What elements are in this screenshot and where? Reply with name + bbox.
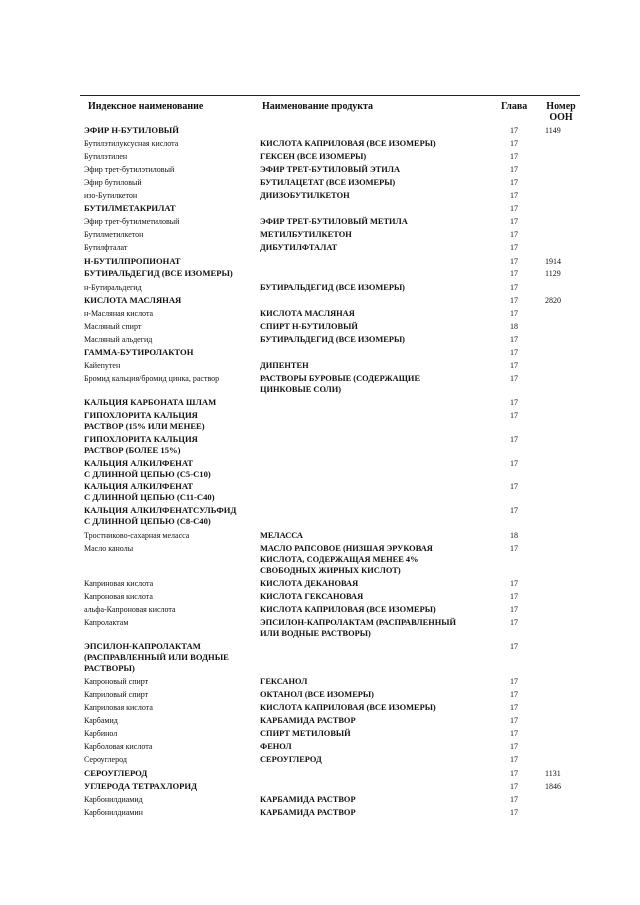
index-name-cell: н-Бутиральдегид <box>84 283 142 292</box>
index-name-cell: Тростниково-сахарная меласса <box>84 531 190 540</box>
index-name-cell: ГИПОХЛОРИТА КАЛЬЦИЯ РАСТВОР (15% ИЛИ МЕНЕЕ) <box>84 410 205 431</box>
chapter-cell: 17 <box>510 152 518 161</box>
index-name-cell: КАЛЬЦИЯ АЛКИЛФЕНАТ С ДЛИННОЙ ЦЕПЬЮ (С5-С10) <box>84 458 211 479</box>
product-name-cell: КИСЛОТА ГЕКСАНОВАЯ <box>260 592 364 601</box>
product-name-cell: БУТИЛАЦЕТАТ (ВСЕ ИЗОМЕРЫ) <box>260 178 396 187</box>
product-name-cell: КАРБАМИДА РАСТВОР <box>260 716 356 725</box>
chapter-cell: 17 <box>510 729 518 738</box>
chapter-cell: 17 <box>510 398 518 407</box>
chapter-cell: 17 <box>510 243 518 252</box>
un-number-cell: 1846 <box>545 782 561 791</box>
index-name-cell: Карбонилдиамид <box>84 795 143 804</box>
chapter-cell: 17 <box>510 716 518 725</box>
chapter-cell: 17 <box>510 795 518 804</box>
index-name-cell: Каприновая кислота <box>84 579 154 588</box>
index-name-cell: Каприловая кислота <box>84 703 153 712</box>
product-name-cell: КИСЛОТА КАПРИЛОВАЯ (ВСЕ ИЗОМЕРЫ) <box>260 703 436 712</box>
chapter-cell: 18 <box>510 322 518 331</box>
product-name-cell: КИСЛОТА КАПРИЛОВАЯ (ВСЕ ИЗОМЕРЫ) <box>260 605 436 614</box>
index-name-cell: ЭПСИЛОН-КАПРОЛАКТАМ (РАСПРАВЛЕННЫЙ ИЛИ ВОДНЫЕ РАСТВОРЫ) <box>84 641 229 673</box>
chapter-cell: 17 <box>510 690 518 699</box>
chapter-cell: 17 <box>510 348 518 357</box>
index-name-cell: н-Масляная кислота <box>84 309 154 318</box>
chapter-cell: 17 <box>510 506 518 515</box>
product-name-cell: ГЕКСЕН (ВСЕ ИЗОМЕРЫ) <box>260 152 367 161</box>
index-name-cell: Масло канолы <box>84 544 134 553</box>
un-number-cell: 1914 <box>545 257 561 266</box>
product-name-cell: ГЕКСАНОЛ <box>260 677 308 686</box>
chapter-cell: 17 <box>510 309 518 318</box>
index-name-cell: Капроновый спирт <box>84 677 149 686</box>
product-name-cell: КИСЛОТА МАСЛЯНАЯ <box>260 309 355 318</box>
index-name-cell: Масляный альдегид <box>84 335 153 344</box>
chapter-cell: 17 <box>510 782 518 791</box>
index-name-cell: Эфир трет-бутилметиловый <box>84 217 180 226</box>
index-name-cell: Карбинол <box>84 729 118 738</box>
un-number-cell: 1149 <box>545 126 561 135</box>
index-name-cell: Карбонилдиамин <box>84 808 143 817</box>
chapter-cell: 17 <box>510 126 518 135</box>
index-name-cell: Капролактам <box>84 618 129 627</box>
product-name-cell: РАСТВОРЫ БУРОВЫЕ (СОДЕРЖАЩИЕ ЦИНКОВЫЕ СОЛИ) <box>260 374 421 394</box>
index-name-cell: ЭФИР Н-БУТИЛОВЫЙ <box>84 125 179 135</box>
index-name-cell: Бутилфталат <box>84 243 128 252</box>
chapter-cell: 17 <box>510 459 518 468</box>
index-name-cell: изо-Бутилкетон <box>84 191 138 200</box>
chapter-cell: 17 <box>510 361 518 370</box>
chapter-cell: 18 <box>510 531 518 540</box>
index-name-cell: УГЛЕРОДА ТЕТРАХЛОРИД <box>84 781 198 791</box>
index-name-cell: Н-БУТИЛПРОПИОНАТ <box>84 256 181 266</box>
un-number-cell: 2820 <box>545 296 561 305</box>
chapter-cell: 17 <box>510 544 518 553</box>
index-name-cell: БУТИРАЛЬДЕГИД (ВСЕ ИЗОМЕРЫ) <box>84 268 233 278</box>
product-name-cell: СПИРТ Н-БУТИЛОВЫЙ <box>260 322 358 331</box>
un-number-cell: 1129 <box>545 269 561 278</box>
chapter-cell: 17 <box>510 217 518 226</box>
chapter-cell: 17 <box>510 296 518 305</box>
chapter-cell: 17 <box>510 204 518 213</box>
chapter-cell: 17 <box>510 482 518 491</box>
product-name-cell: КИСЛОТА ДЕКАНОВАЯ <box>260 579 359 588</box>
chapter-cell: 17 <box>510 618 518 627</box>
index-name-cell: Эфир трет-бутилэтиловый <box>84 165 175 174</box>
header-rule <box>80 95 580 96</box>
index-name-cell: СЕРОУГЛЕРОД <box>84 768 148 778</box>
index-name-cell: Бутилэтилен <box>84 152 128 161</box>
un-number-cell: 1131 <box>545 769 561 778</box>
index-name-cell: Эфир бутиловый <box>84 178 142 187</box>
column-header-index-name: Индексное наименование <box>88 101 204 112</box>
product-name-cell: СПИРТ МЕТИЛОВЫЙ <box>260 729 351 738</box>
chapter-cell: 17 <box>510 435 518 444</box>
product-name-cell: ЭФИР ТРЕТ-БУТИЛОВЫЙ ЭТИЛА <box>260 165 401 174</box>
product-name-cell: КИСЛОТА КАПРИЛОВАЯ (ВСЕ ИЗОМЕРЫ) <box>260 139 436 148</box>
product-name-cell: ДИБУТИЛФТАЛАТ <box>260 243 338 252</box>
chapter-cell: 17 <box>510 677 518 686</box>
product-name-cell: ОКТАНОЛ (ВСЕ ИЗОМЕРЫ) <box>260 690 374 699</box>
column-header-chapter: Глава <box>501 101 528 112</box>
index-name-cell: Кайепутен <box>84 361 121 370</box>
chapter-cell: 17 <box>510 605 518 614</box>
chapter-cell: 17 <box>510 703 518 712</box>
chapter-cell: 17 <box>510 283 518 292</box>
product-name-cell: БУТИРАЛЬДЕГИД (ВСЕ ИЗОМЕРЫ) <box>260 283 405 292</box>
chapter-cell: 17 <box>510 374 518 383</box>
chapter-cell: 17 <box>510 742 518 751</box>
chapter-cell: 17 <box>510 191 518 200</box>
index-name-cell: КАЛЬЦИЯ КАРБОНАТА ШЛАМ <box>84 397 217 407</box>
product-name-cell: КАРБАМИДА РАСТВОР <box>260 808 356 817</box>
chapter-cell: 17 <box>510 139 518 148</box>
chapter-cell: 17 <box>510 165 518 174</box>
index-name-cell: Бутилметилкетон <box>84 230 144 239</box>
index-name-cell: КАЛЬЦИЯ АЛКИЛФЕНАТ С ДЛИННОЙ ЦЕПЬЮ (С11-С40) <box>84 481 215 502</box>
column-header-un-number: Номер ООН <box>546 101 576 123</box>
product-name-cell: МЕЛАССА <box>260 531 303 540</box>
index-name-cell: Сероуглерод <box>84 755 127 764</box>
index-name-cell: Масляный спирт <box>84 322 142 331</box>
chapter-cell: 17 <box>510 269 518 278</box>
index-name-cell: Капроновая кислота <box>84 592 153 601</box>
product-name-cell: КАРБАМИДА РАСТВОР <box>260 795 356 804</box>
index-name-cell: ГИПОХЛОРИТА КАЛЬЦИЯ РАСТВОР (БОЛЕЕ 15%) <box>84 434 198 455</box>
index-name-cell: БУТИЛМЕТАКРИЛАТ <box>84 203 176 213</box>
product-name-cell: ФЕНОЛ <box>260 742 292 751</box>
product-name-cell: ДИИЗОБУТИЛКЕТОН <box>260 191 350 200</box>
product-name-cell: МЕТИЛБУТИЛКЕТОН <box>260 230 352 239</box>
chapter-cell: 17 <box>510 579 518 588</box>
chapter-cell: 17 <box>510 178 518 187</box>
chapter-cell: 17 <box>510 230 518 239</box>
index-name-cell: ГАММА-БУТИРОЛАКТОН <box>84 347 194 357</box>
chapter-cell: 17 <box>510 808 518 817</box>
index-name-cell: КИСЛОТА МАСЛЯНАЯ <box>84 295 182 305</box>
product-name-cell: МАСЛО РАПСОВОЕ (НИЗШАЯ ЭРУКОВАЯ КИСЛОТА, СОДЕРЖАЩАЯ МЕНЕЕ 4% СВОБОДНЫХ ЖИРНЫХ КИСЛОТ) <box>260 544 433 575</box>
index-name-cell: Карболовая кислота <box>84 742 153 751</box>
chapter-cell: 17 <box>510 257 518 266</box>
chapter-cell: 17 <box>510 755 518 764</box>
chapter-cell: 17 <box>510 335 518 344</box>
index-name-cell: КАЛЬЦИЯ АЛКИЛФЕНАТСУЛЬФИД С ДЛИННОЙ ЦЕПЬЮ (С8-С40) <box>84 505 237 526</box>
chapter-cell: 17 <box>510 411 518 420</box>
column-header-product-name: Наименование продукта <box>262 101 374 112</box>
product-name-cell: ДИПЕНТЕН <box>260 361 309 370</box>
product-name-cell: ЭФИР ТРЕТ-БУТИЛОВЫЙ МЕТИЛА <box>260 217 408 226</box>
index-name-cell: Бромид кальция/бромид цинка, раствор <box>84 374 220 383</box>
chapter-cell: 17 <box>510 769 518 778</box>
chapter-cell: 17 <box>510 592 518 601</box>
index-name-cell: альфа-Капроновая кислота <box>84 605 176 614</box>
product-name-cell: ЭПСИЛОН-КАПРОЛАКТАМ (РАСПРАВЛЕННЫЙ ИЛИ ВОДНЫЕ РАСТВОРЫ) <box>260 618 456 638</box>
chapter-cell: 17 <box>510 642 518 651</box>
index-name-cell: Бутилэтилуксусная кислота <box>84 139 179 148</box>
index-name-cell: Карбамид <box>84 716 118 725</box>
index-name-cell: Каприловый спирт <box>84 690 149 699</box>
product-name-cell: БУТИРАЛЬДЕГИД (ВСЕ ИЗОМЕРЫ) <box>260 335 405 344</box>
product-name-cell: СЕРОУГЛЕРОД <box>260 755 322 764</box>
